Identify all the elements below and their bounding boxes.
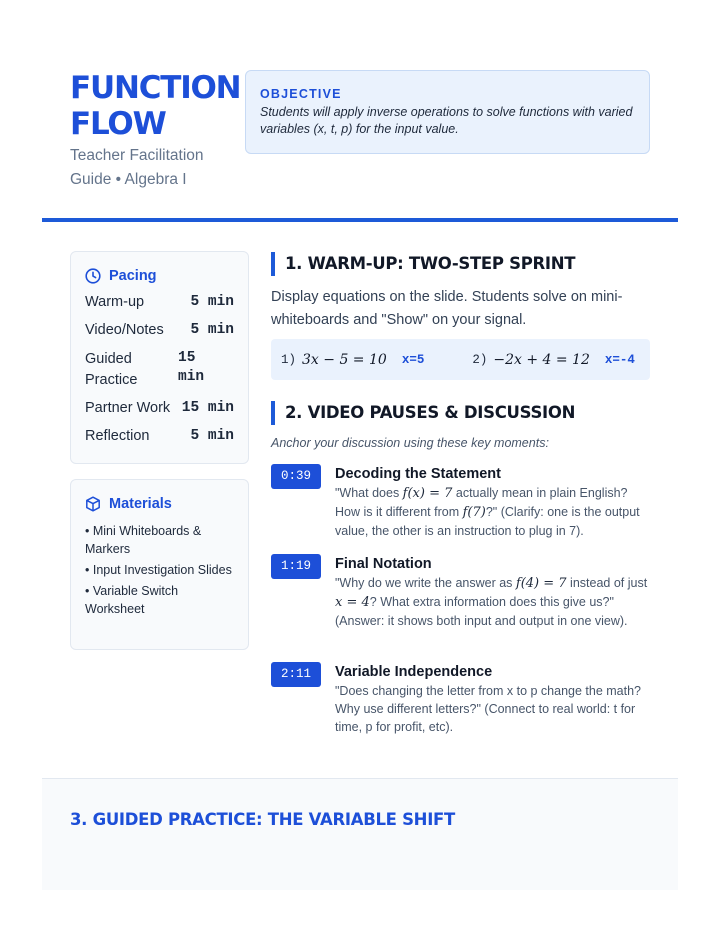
- moment-title: Final Notation: [335, 556, 432, 572]
- section-video-title: 2. VIDEO PAUSES & DISCUSSION: [271, 401, 575, 425]
- materials-list: [85, 522, 234, 618]
- warmup-equations: [271, 339, 650, 380]
- moment-title: Variable Independence: [335, 664, 493, 680]
- objective-text: Students will apply inverse operations to solve functions with varied variables (x, t, p) for the input value.: [260, 105, 633, 136]
- pacing-time: 5 min: [190, 322, 234, 338]
- math-expression: f(x) = 7: [402, 486, 453, 501]
- pacing-row: [85, 349, 234, 391]
- brand-block: [70, 70, 240, 192]
- pacing-activity: Reflection: [85, 428, 150, 444]
- pacing-row: [85, 321, 234, 339]
- moment-text-part: "Why do we write the answer as: [335, 576, 516, 590]
- clock-icon: [85, 268, 101, 284]
- objective-label: OBJECTIVE: [260, 87, 342, 101]
- pacing-activity: Guided Practice: [85, 351, 138, 388]
- moment-body: [335, 554, 653, 630]
- page-title-line1: FUNCTION: [70, 70, 241, 106]
- section-warmup-title: 1. WARM-UP: TWO-STEP SPRINT: [271, 252, 575, 276]
- page-header: [70, 70, 650, 200]
- math-expression: x = 4: [335, 595, 370, 610]
- page-subtitle: Teacher Facilitation Guide • Algebra I: [70, 147, 204, 188]
- moment-text-part: "What does: [335, 486, 403, 500]
- page-title-line2: FLOW: [70, 106, 166, 142]
- equation-expression: 3x − 5 = 10: [302, 351, 387, 368]
- pacing-activity: Partner Work: [85, 400, 171, 416]
- pacing-card: [70, 251, 249, 464]
- anchor-text: Anchor your discussion using these key moments:: [271, 436, 549, 450]
- pacing-activity: Video/Notes: [85, 322, 164, 338]
- moment-text-part: ? What extra information does this give us?" (Answer: it shows both input and output in one view).: [335, 595, 628, 628]
- equation-answer: x=-4: [604, 352, 635, 367]
- equation-expression: −2x + 4 = 12: [493, 351, 590, 368]
- pacing-time: 5 min: [190, 294, 234, 310]
- section-practice-title: 3. GUIDED PRACTICE: THE VARIABLE SHIFT: [70, 810, 455, 829]
- math-expression: f(4) = 7: [515, 576, 567, 591]
- moment-text: "Does changing the letter from x to p change the math? Why use different letters?" (Connect to real world: t for time, p for profit, etc).: [335, 684, 642, 734]
- pacing-time: 15 min: [181, 400, 234, 416]
- box-icon: [85, 496, 101, 512]
- moment-body: [335, 464, 653, 540]
- equation-answer: x=5: [401, 352, 425, 367]
- pacing-row: [85, 399, 234, 417]
- timestamp-badge[interactable]: 1:19: [271, 554, 321, 579]
- moment-text: [335, 484, 653, 540]
- math-expression: f(7): [462, 505, 486, 520]
- materials-card: [70, 479, 249, 650]
- equation-number: 1): [281, 352, 297, 367]
- moment-text-part: actually mean in plain English? How is it different from: [335, 486, 628, 519]
- pacing-title: Pacing: [109, 268, 157, 284]
- materials-heading: [85, 496, 234, 512]
- warmup-instructions: Display equations on the slide. Students solve on mini-whiteboards and "Show" on your signal.: [271, 289, 623, 328]
- pacing-row: [85, 427, 234, 445]
- equation-number: 2): [472, 352, 488, 367]
- moment-title: Decoding the Statement: [335, 466, 501, 482]
- moment-body: [335, 662, 653, 736]
- pacing-time: 5 min: [190, 428, 234, 444]
- moment-text-part: instead of just: [566, 576, 648, 590]
- materials-item: • Mini Whiteboards & Markers: [85, 524, 202, 556]
- pacing-activity: Warm-up: [85, 294, 145, 310]
- objective-box: [245, 70, 650, 154]
- materials-title: Materials: [109, 496, 172, 512]
- header-divider: [42, 218, 678, 222]
- pacing-heading: [85, 268, 234, 284]
- moment-text: [335, 574, 653, 630]
- pacing-row: [85, 293, 234, 311]
- timestamp-badge[interactable]: 2:11: [271, 662, 321, 687]
- guided-practice-section: [42, 778, 678, 890]
- timestamp-badge[interactable]: 0:39: [271, 464, 321, 489]
- materials-item: • Variable Switch Worksheet: [85, 584, 179, 616]
- moment-text-part: ?" (Clarify: one is the output value, the other is an instruction to plug in 7).: [335, 505, 640, 538]
- materials-item: • Input Investigation Slides: [85, 563, 232, 577]
- pacing-time: 15 min: [178, 350, 205, 385]
